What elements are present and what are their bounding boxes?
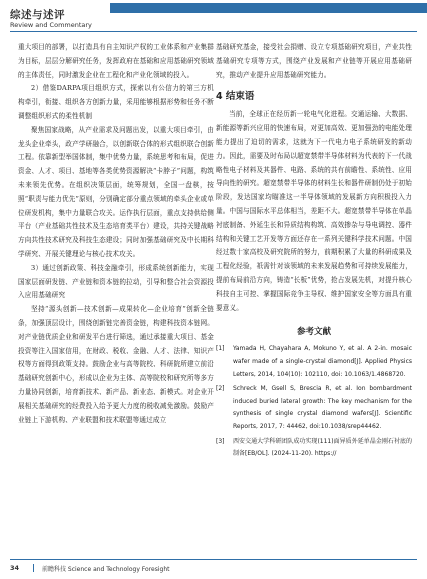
reference-number: [2]: [216, 385, 225, 393]
right-text-column: [216, 41, 412, 463]
reference-text: Yamada H, Chayahara A, Mokuno Y, et al. A 2-in. mosaic wafer made of a single-crystal diamond[J]. Applied Physics Letters, 2014, 104(10): 102110, doi: 10.1063/1.4868720.: [233, 345, 412, 378]
right-top-paragraphs: [216, 41, 412, 82]
reference-list: [216, 343, 412, 460]
body-paragraph: 重大项目的部署，以打造具有自主知识产权的工业体系和产业集群为目标，层层分解研究任务，发挥政府在基础和应用基础研究领域的主体责任，同时激发企业在工程化和产业化领域的投入。: [18, 43, 214, 79]
page-number: 34: [10, 564, 20, 572]
body-paragraph: 2）借鉴DARPA项目组织方式，探索以有公信力的第三方机构牵引，衔接、组织各方创新力量，采用能够根据形势和任务不断调整组织形式的柔性机制: [18, 84, 214, 120]
conclusion-paragraphs: [216, 108, 412, 315]
body-paragraph: 3）通过创新政策、科技金融牵引，形成系统创新能力，实现国家层面研发链、产业链和资本链的拉动，引导和整合社会资源投入应用基础研究: [18, 263, 214, 300]
section-title: 综述与述评: [10, 9, 65, 21]
header-color-bar: [110, 3, 427, 13]
journal-name: 前瞻科技 Science and Technology Foresight: [42, 566, 170, 573]
reference-item: [216, 436, 412, 461]
reference-number: [3]: [216, 437, 225, 445]
left-text-column: [18, 41, 214, 427]
references-heading: 参考文献: [296, 327, 331, 338]
reference-number: [1]: [216, 345, 225, 353]
page-header: [0, 0, 427, 36]
body-paragraph: 坚持“源头创新—技术创新—成果转化—企业培育”创新全链条，加强顶层设计，围绕创新链完善资金链，构建科技资本链网。对产业链优质企业和研发平台进行筛选，通过承接重大项目、基金投资等注入国家信用，在财政、税收、金融、人才、法律、知识产权等方面得到政策支持。鼓励企业与高等院校、科研院所建立前沿基础研究创新中心，形成以企业为主体、高等院校和研究所等多方力量协同创新，培育新技术、新产品、新业态、新模式。对企业开展相关基础研究的经费投入给予更大力度的税收减免激励。鼓励产业链上下游机构、产业联盟和技术联盟等通过成立: [18, 305, 214, 424]
reference-item: [216, 383, 412, 433]
body-paragraph: 当前，全球正在经历新一轮电气化进程。交通运输、大数据、新能源等新兴应用的快速布局，对更加高效、更加强劲的电能处理能力提出了迫切的需求，这就为下一代电力电子系统研发的新动力。因此，需要及时布局以超宽禁带半导体材料为代表的下一代战略性电子材料及其器件、电路、系统的共有前瞻性、系统性、应用导向性的研究。超宽禁带半导体的材料生长和器件研制仍处于初始阶段，发达国家均瞄准这一半导体领域的发展新方向积极投入力量。中国与国际水平总体相当，差距不大。超宽禁带半导体在单晶衬底制备、外延生长和异质结构构筑、高效掺杂与导电调控、器件结构和关键工艺开发等方面还存在一系列关键科学技术问题。中国经过数十家高校及研究院所的努力，前期积累了大量的科研成果及工程化经验，祇需针对该领域的未来发展趋势和可持续发展能力，提前布局前沿方向，铸造“长板”优势，抢占发展先机，对提升核心科技自主可控、掌握国际竞争主导权、维护国家安全等方面具有重要意义。: [216, 110, 412, 312]
header-divider: [10, 31, 417, 32]
section-subtitle: Review and Commentary: [10, 21, 92, 29]
body-paragraph: 聚焦国家战略，从产业需求及问题出发，以重大项目牵引，由龙头企业牵头，政产学研融合，以创新联合体的形式组织联合创新工程。依靠新型举国体制，集中优势力量，系统思考和布局，促进资金、人才、项目、基地等各类优势资源解决“卡脖子”问题，构筑未来领先优势。在组织决策层面，统筹规划，全国一盘棋，按照“职责与能力优先”原则，分别确定部分重点领域的牵头企业或单位研发机构，集中力量联合攻关。运作执行层面，重点支持供给侧平台（产业基础共性技术及生态培育类平台）建设，共持关键战略方向共性技术研究及科技生态建设；同时加强基础研究及中长期科学研究、开展关键理论与核心技术攻关。: [18, 125, 214, 258]
page-footer: [0, 559, 427, 579]
reference-text: 西安交通大学科研团队成功实现(111)面异质外延单晶金刚石衬底的制备[EB/OL]. (2024-11-20). https://: [233, 437, 412, 458]
footer-divider: [10, 559, 417, 560]
reference-text: Schreck M, Gsell S, Brescia R, et al. Ion bombardment induced buried lateral growth: The key mechanism for the synthesis of single crystal diamond wafers[J]. Scientific Reports, 2017, 7: 44462, doi:10.1038/srep44462.: [233, 385, 412, 430]
reference-item: [216, 343, 412, 381]
conclusion-heading: 4 结束语: [216, 91, 255, 103]
body-paragraph: 基础研究基金，接受社会捐赠、设立专项基础研究项目，产业共性基础研究专项等方式，围绕产业发展和产业链等开展应用基础研究，推动产业提升应用基础研究能力。: [216, 43, 412, 79]
footer-separator: [33, 564, 34, 572]
